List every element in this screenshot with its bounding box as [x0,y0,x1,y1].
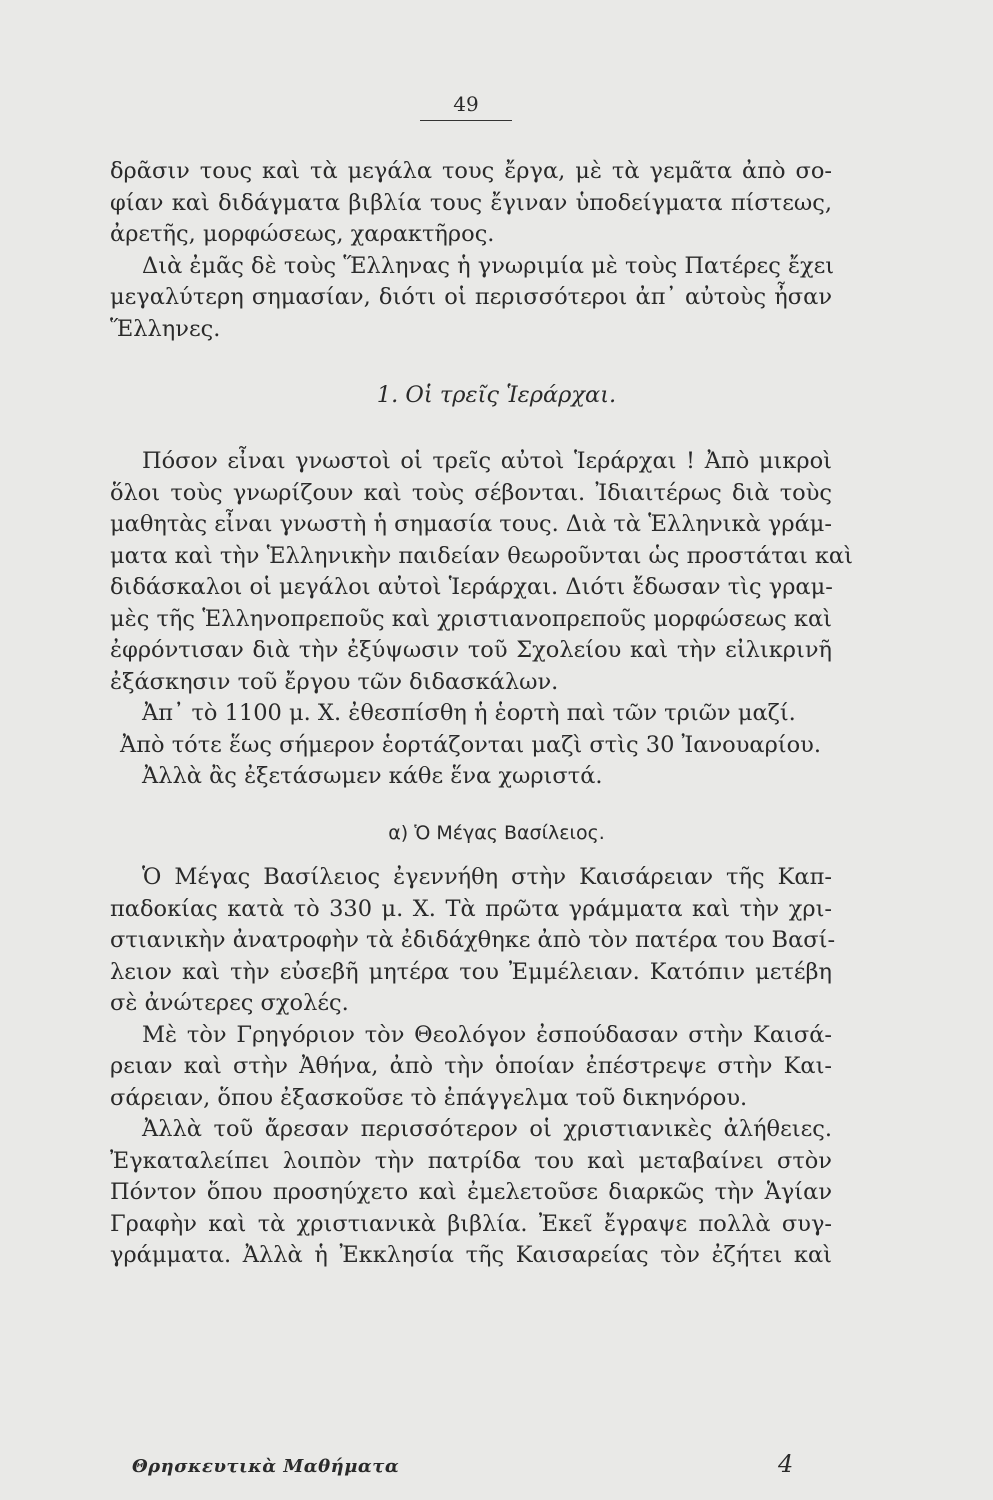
text-line: ρειαν καὶ στὴν Ἀθήνα, ἀπὸ τὴν ὁποίαν ἐπέστρεψε στὴν Και- [110,1053,832,1079]
text-line: ματα καὶ τὴν Ἑλληνικὴν παιδείαν θεωροῦνται ὡς προστάται καὶ [110,542,853,569]
text-line: Ἀλλὰ ἂς ἐξετάσωμεν κάθε ἕνα χωριστά. [142,763,603,789]
text-line: διδάσκαλοι οἱ μεγάλοι αὐτοὶ Ἱεράρχαι. Διότι ἔδωσαν τὶς γραμ- [110,574,833,600]
text-line: Πόντον ὅπου προσηύχετο καὶ ἐμελετοῦσε διαρκῶς τὴν Ἁγίαν [110,1179,832,1205]
text-line: στιανικὴν ἀνατροφὴν τὰ ἐδιδάχθηκε ἀπὸ τὸν πατέρα του Βασί- [110,927,836,953]
text-line: Γραφὴν καὶ τὰ χριστιανικὰ βιβλία. Ἐκεῖ ἔγραψε πολλὰ συγ- [110,1210,832,1237]
text-line: μὲς τῆς Ἑλληνοπρεποῦς καὶ χριστιανοπρεποῦς μορφώσεως καὶ [110,605,832,632]
text-line: ἐφρόντισαν διὰ τὴν ἐξύψωσιν τοῦ Σχολείου καὶ τὴν εἰλικρινῆ [110,637,832,663]
paragraph-continuation [110,156,835,345]
text-line: Ἀπὸ τότε ἕως σήμερον ἑορτάζονται μαζὶ στὶς 30 Ἰανουαρίου. [120,731,821,758]
subsection-heading: α) Ὁ Μέγας Βασίλειος. [388,822,605,844]
text-line: Ἕλληνες. [110,315,221,342]
text-line: λειον καὶ τὴν εὐσεβῆ μητέρα του Ἐμμέλειαν. Κατόπιν μετέβη [110,958,832,985]
section-heading: 1. Οἱ τρεῖς Ἱεράρχαι. [376,382,617,408]
text-line: Ἀλλὰ τοῦ ἄρεσαν περισσότερον οἱ χριστιανικὲς ἀλήθειες. [142,1116,832,1142]
paragraph-hierarchs [110,446,853,793]
text-line: Διὰ ἐμᾶς δὲ τοὺς Ἕλληνας ἡ γνωριμία μὲ τοὺς Πατέρες ἔχει [142,252,835,279]
text-line: ὅλοι τοὺς γνωρίζουν καὶ τοὺς σέβονται. Ἰδιαιτέρως διὰ τοὺς [110,479,832,506]
text-line: ἐξάσκησιν τοῦ ἔργου τῶν διδασκάλων. [110,668,559,695]
text-line: Μὲ τὸν Γρηγόριον τὸν Θεολόγον ἐσπούδασαν στὴν Καισά- [142,1021,832,1048]
text-line: παδοκίας κατὰ τὸ 330 μ. Χ. Τὰ πρῶτα γράμματα καὶ τὴν χρι- [110,895,832,922]
footer-book-title: Θρησκευτικὰ Μαθήματα [132,1456,400,1477]
text-line: δρᾶσιν τους καὶ τὰ μεγάλα τους ἔργα, μὲ τὰ γεμᾶτα ἀπὸ σο- [110,158,832,184]
text-line: Ἐγκαταλείπει λοιπὸν τὴν πατρίδα του καὶ μεταβαίνει στὸν [110,1147,832,1174]
page-number: 49 [420,92,512,121]
footer-signature-number: 4 [778,1450,794,1478]
paragraph-basil [110,862,836,1272]
text-line: Πόσον εἶναι γνωστοὶ οἱ τρεῖς αὐτοὶ Ἱεράρχαι ! Ἀπὸ μικροὶ [142,448,832,474]
text-line: Ἀπ᾿ τὸ 1100 μ. Χ. ἐθεσπίσθη ἡ ἑορτὴ παὶ τῶν τριῶν μαζί. [142,700,796,726]
text-line: σάρειαν, ὅπου ἐξασκοῦσε τὸ ἐπάγγελμα τοῦ δικηνόρου. [110,1084,748,1111]
text-line: φίαν καὶ διδάγματα βιβλία τους ἔγιναν ὑποδείγματα πίστεως, [110,189,832,216]
text-line: μαθητὰς εἶναι γνωστὴ ἡ σημασία τους. Διὰ τὰ Ἑλληνικὰ γράμ- [110,511,833,537]
text-line: ἀρετῆς, μορφώσεως, χαρακτῆρος. [110,221,495,247]
text-line: γράμματα. Ἀλλὰ ἡ Ἐκκλησία τῆς Καισαρείας τὸν ἐζήτει καὶ [110,1242,832,1268]
text-line: σὲ ἀνώτερες σχολές. [110,990,349,1016]
text-line: μεγαλύτερη σημασίαν, διότι οἱ περισσότεροι ἀπ᾿ αὐτοὺς ἦσαν [110,284,832,310]
text-line: Ὁ Μέγας Βασίλειος ἐγεννήθη στὴν Καισάρειαν τῆς Καπ- [142,864,832,890]
